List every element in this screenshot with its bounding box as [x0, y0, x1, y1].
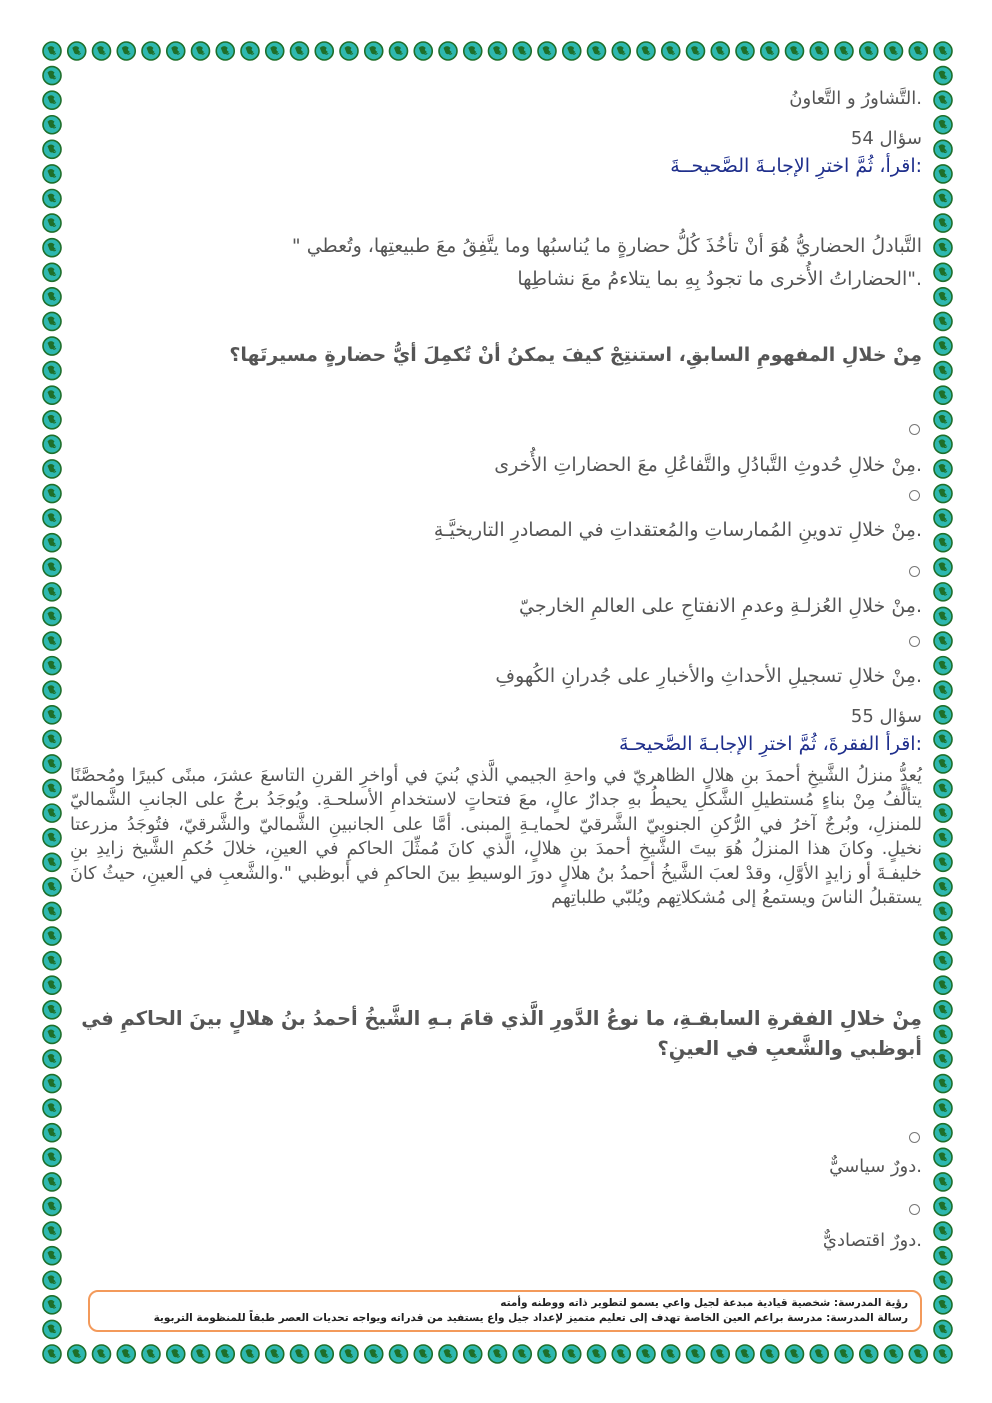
globe-icon: [43, 190, 61, 208]
globe-icon: [216, 1345, 234, 1363]
globe-icon: [43, 1271, 61, 1289]
globe-icon: [934, 214, 952, 232]
globe-icon: [934, 558, 952, 576]
globe-icon: [266, 1345, 284, 1363]
globe-icon: [934, 362, 952, 380]
globe-icon: [612, 42, 630, 60]
globe-icon: [43, 435, 61, 453]
globe-icon: [365, 1345, 383, 1363]
question-54-instruction: :اقرأ، ثُمَّ اخترِ الإجابـةَ الصَّحيحــةَ: [670, 155, 922, 177]
globe-icon: [43, 1050, 61, 1068]
globe-icon: [43, 386, 61, 404]
globe-icon: [43, 902, 61, 920]
globe-icon: [291, 1345, 309, 1363]
globe-icon: [43, 485, 61, 503]
globe-icon: [934, 1124, 952, 1142]
option-radio[interactable]: [909, 566, 920, 577]
globe-icon: [934, 1271, 952, 1289]
globe-icon: [43, 632, 61, 650]
globe-icon: [934, 337, 952, 355]
globe-icon: [885, 1345, 903, 1363]
globe-icon: [43, 140, 61, 158]
globe-icon: [934, 730, 952, 748]
globe-icon: [810, 1345, 828, 1363]
question-55-instruction: :اقرأ الفقرةَ، ثُمَّ اخترِ الإجابـةَ الصَّحيحـةَ: [618, 733, 922, 755]
globe-icon: [68, 42, 86, 60]
globe-icon: [687, 42, 705, 60]
globe-icon: [563, 42, 581, 60]
globe-icon: [909, 42, 927, 60]
globe-icon: [538, 1345, 556, 1363]
question-54-option-b[interactable]: .مِنْ خلالِ تدوينِ المُمارساتِ والمُعتقداتِ في المصادرِ التاريخيَّـةِ: [433, 519, 922, 541]
globe-icon: [662, 1345, 680, 1363]
globe-icon: [43, 1247, 61, 1265]
globe-icon: [43, 1099, 61, 1117]
globe-icon: [464, 1345, 482, 1363]
globe-icon: [934, 1075, 952, 1093]
globe-icon: [43, 1320, 61, 1338]
globe-icon: [167, 42, 185, 60]
globe-icon: [414, 1345, 432, 1363]
globe-icon: [43, 829, 61, 847]
globe-icon: [43, 91, 61, 109]
globe-icon: [43, 1296, 61, 1314]
globe-icon: [464, 42, 482, 60]
globe-icon: [934, 878, 952, 896]
globe-icon: [860, 42, 878, 60]
globe-icon: [43, 681, 61, 699]
globe-icon: [687, 1345, 705, 1363]
globe-icon: [934, 239, 952, 257]
globe-icon: [934, 853, 952, 871]
globe-icon: [43, 1345, 61, 1363]
globe-icon: [43, 558, 61, 576]
globe-icon: [43, 411, 61, 429]
globe-icon: [934, 435, 952, 453]
globe-icon: [43, 952, 61, 970]
globe-icon: [43, 337, 61, 355]
globe-icon: [68, 1345, 86, 1363]
globe-icon: [934, 1001, 952, 1019]
globe-icon: [761, 1345, 779, 1363]
globe-icon: [43, 780, 61, 798]
globe-icon: [43, 312, 61, 330]
globe-icon: [340, 42, 358, 60]
globe-icon: [43, 1001, 61, 1019]
globe-icon: [934, 140, 952, 158]
globe-icon: [439, 1345, 457, 1363]
globe-icon: [43, 1075, 61, 1093]
globe-icon: [43, 362, 61, 380]
globe-icon: [43, 239, 61, 257]
globe-icon: [43, 460, 61, 478]
globe-icon: [934, 509, 952, 527]
globe-icon: [934, 312, 952, 330]
globe-icon: [563, 1345, 581, 1363]
globe-icon: [934, 1173, 952, 1191]
globe-icon: [711, 42, 729, 60]
globe-icon: [934, 1148, 952, 1166]
globe-icon: [43, 878, 61, 896]
question-54-number: سؤال 54: [850, 128, 922, 149]
question-55-passage: يُعدُّ منزلُ الشَّيخِ أحمدَ بنِ هلالٍ الظاهريّ في واحةِ الجيمي الَّذي بُنيَ في أواخرِ القرنِ التاسعَ عشرَ، مبنًى كبيرًا ومُحصَّنًا يتألَّفُ مِنْ بناءٍ مُستطيلِ الشَّكلِ يحيطُ بهِ جدارٌ عالٍ، معَ فتحاتٍ لاستخدامِ الأسلحـةِ. ويُوجَدُ برجٌ على الجانبِ الشَّماليّ للمنزلِ، وبُرجٌ آخرُ في الرُّكنِ الجنوبيّ الشَّرقيّ لحمايـةِ المبنى. أمَّا على الجانبينِ الشَّماليّ والشَّرقيّ، فتُوجَدُ مزرعتا نخيلٍ. وكانَ هذا المنزلُ هُوَ بيتَ الشَّيخِ أحمدَ بنِ هلالٍ، الَّذي كانَ مُمثِّلَ الحاكمِ في العينِ، خلالَ حُكمِ الشَّيخ زايدِ بنِ خليفـةَ أو زايدٍ الأوَّلِ، وقدْ لعبَ الشَّيخُ أحمدُ بنُ هلالٍ دورَ الوسيطِ بينَ الحاكمِ في أبوظبي ".والشَّعبِ في العينِ، حيثُ كانَ يستقبلُ الناسَ ويستمعُ إلى مُشكلاتِهم ويُلبّي طلباتِهم: [70, 766, 922, 909]
globe-icon: [934, 804, 952, 822]
globe-icon: [489, 1345, 507, 1363]
globe-icon: [934, 386, 952, 404]
globe-icon: [934, 583, 952, 601]
globe-icon: [43, 116, 61, 134]
globe-icon: [43, 1025, 61, 1043]
globe-icon: [43, 534, 61, 552]
worksheet-content: [70, 86, 922, 1286]
globe-icon: [934, 263, 952, 281]
globe-icon: [43, 509, 61, 527]
globe-icon: [934, 976, 952, 994]
globe-icon: [43, 42, 61, 60]
globe-icon: [43, 730, 61, 748]
globe-icon: [934, 42, 952, 60]
globe-icon: [934, 91, 952, 109]
globe-icon: [43, 706, 61, 724]
globe-icon: [637, 42, 655, 60]
globe-icon: [43, 1222, 61, 1240]
globe-icon: [934, 829, 952, 847]
globe-icon: [340, 1345, 358, 1363]
globe-icon: [934, 607, 952, 625]
globe-icon: [43, 657, 61, 675]
globe-icon: [637, 1345, 655, 1363]
globe-icon: [934, 657, 952, 675]
globe-icon: [414, 42, 432, 60]
globe-icon: [934, 1247, 952, 1265]
globe-icon: [315, 1345, 333, 1363]
globe-icon: [513, 42, 531, 60]
globe-icon: [860, 1345, 878, 1363]
lesson-topic: .التَّشاورُ و التَّعاونُ: [789, 88, 922, 109]
globe-icon: [588, 42, 606, 60]
globe-icon: [117, 1345, 135, 1363]
globe-icon: [538, 42, 556, 60]
option-radio[interactable]: [909, 1204, 920, 1215]
globe-icon: [909, 1345, 927, 1363]
globe-icon: [934, 1296, 952, 1314]
globe-icon: [43, 1148, 61, 1166]
globe-icon: [934, 67, 952, 85]
globe-icon: [934, 411, 952, 429]
globe-icon: [43, 1197, 61, 1215]
school-mission: رسالة المدرسة: مدرسة براعم العين الخاصة تهدف إلى تعليم متميز لإعداد جيل واع يستفيد من قدراته ويواجه تحديات العصر طبقاً للمنظومة التربوية: [153, 1312, 908, 1324]
globe-icon: [761, 42, 779, 60]
globe-icon: [93, 1345, 111, 1363]
question-54-option-a[interactable]: .مِنْ خلالِ حُدوثِ التَّبادُلِ والتَّفاعُلِ معَ الحضاراتِ الأُخرى: [494, 454, 922, 476]
globe-icon: [43, 1124, 61, 1142]
globe-icon: [439, 42, 457, 60]
globe-icon: [934, 534, 952, 552]
globe-icon: [43, 67, 61, 85]
globe-icon: [43, 288, 61, 306]
globe-icon: [241, 1345, 259, 1363]
option-radio[interactable]: [909, 1132, 920, 1143]
globe-icon: [810, 42, 828, 60]
question-54-option-c[interactable]: .مِنْ خلالِ العُزلـةِ وعدمِ الانفتاحِ على العالمِ الخارجيّ: [519, 595, 922, 617]
globe-icon: [736, 42, 754, 60]
globe-icon: [167, 1345, 185, 1363]
globe-icon: [241, 42, 259, 60]
question-54-passage-line-1: التَّبادلُ الحضاريُّ هُوَ أنْ تأخُذَ كُلُّ حضارةٍ ما يُناسبُها وما يتَّفِقُ معَ طبيعتِها، وتُعطي ": [291, 235, 922, 257]
globe-icon: [934, 288, 952, 306]
question-55-option-b[interactable]: .دورٌ اقتصاديٌّ: [822, 1230, 922, 1251]
school-vision: رؤية المدرسة: شخصية قيادية مبدعة لجيل واعي يسمو لتطوير ذاته ووطنه وأمته: [500, 1297, 908, 1309]
globe-icon: [291, 42, 309, 60]
question-55-number: سؤال 55: [850, 706, 922, 727]
globe-icon: [934, 485, 952, 503]
globe-icon: [835, 42, 853, 60]
globe-icon: [43, 583, 61, 601]
globe-icon: [588, 1345, 606, 1363]
globe-icon: [786, 42, 804, 60]
globe-icon: [93, 42, 111, 60]
option-radio[interactable]: [909, 490, 920, 501]
globe-icon: [934, 706, 952, 724]
school-footer: [88, 1290, 922, 1332]
globe-icon: [934, 1025, 952, 1043]
globe-icon: [662, 42, 680, 60]
globe-icon: [365, 42, 383, 60]
globe-icon: [786, 1345, 804, 1363]
globe-icon: [43, 804, 61, 822]
globe-icon: [266, 42, 284, 60]
globe-icon: [934, 1320, 952, 1338]
globe-icon: [612, 1345, 630, 1363]
globe-icon: [43, 927, 61, 945]
globe-icon: [43, 853, 61, 871]
globe-icon: [43, 607, 61, 625]
globe-icon: [43, 165, 61, 183]
globe-icon: [513, 1345, 531, 1363]
globe-icon: [934, 165, 952, 183]
globe-icon: [835, 1345, 853, 1363]
globe-icon: [390, 1345, 408, 1363]
globe-icon: [934, 681, 952, 699]
globe-icon: [192, 1345, 210, 1363]
globe-icon: [934, 1050, 952, 1068]
globe-icon: [216, 42, 234, 60]
globe-icon: [934, 927, 952, 945]
question-54-prompt: مِنْ خلالِ المفهومِ السابقِ، استنتِجْ كيفَ يمكنُ أنْ تُكمِلَ أيُّ حضارةٍ مسيرتَها؟: [229, 344, 922, 366]
globe-icon: [43, 1173, 61, 1191]
globe-icon: [934, 632, 952, 650]
globe-icon: [934, 116, 952, 134]
globe-icon: [315, 42, 333, 60]
globe-icon: [934, 1345, 952, 1363]
question-54-option-d[interactable]: .مِنْ خلالِ تسجيلِ الأحداثِ والأخبارِ على جُدرانِ الكُهوفِ: [495, 665, 922, 687]
globe-icon: [885, 42, 903, 60]
globe-icon: [142, 1345, 160, 1363]
question-55-option-a[interactable]: .دورٌ سياسيٌّ: [829, 1156, 922, 1177]
globe-icon: [43, 214, 61, 232]
globe-icon: [736, 1345, 754, 1363]
globe-icon: [43, 755, 61, 773]
globe-icon: [117, 42, 135, 60]
globe-icon: [43, 263, 61, 281]
globe-icon: [934, 902, 952, 920]
globe-icon: [489, 42, 507, 60]
globe-icon: [142, 42, 160, 60]
globe-icon: [934, 1099, 952, 1117]
globe-icon: [934, 755, 952, 773]
globe-icon: [934, 780, 952, 798]
globe-icon: [711, 1345, 729, 1363]
question-54-passage-line-2: ."الحضاراتُ الأُخرى ما تجودُ بِهِ بما يتلاءمُ معَ نشاطِها: [517, 268, 922, 290]
globe-icon: [934, 1197, 952, 1215]
globe-icon: [934, 1222, 952, 1240]
globe-icon: [43, 976, 61, 994]
globe-icon: [934, 460, 952, 478]
globe-icon: [192, 42, 210, 60]
globe-icon: [934, 952, 952, 970]
option-radio[interactable]: [909, 424, 920, 435]
globe-icon: [934, 190, 952, 208]
globe-icon: [390, 42, 408, 60]
option-radio[interactable]: [909, 636, 920, 647]
question-55-prompt: مِنْ خلالِ الفقرةِ السابقـةِ، ما نوعُ الدَّورِ الَّذي قامَ بـهِ الشَّيخُ أحمدُ بنُ هلالٍ بينَ الحاكمِ في أبوظبي والشَّعبِ في العينِ؟: [81, 1007, 922, 1060]
